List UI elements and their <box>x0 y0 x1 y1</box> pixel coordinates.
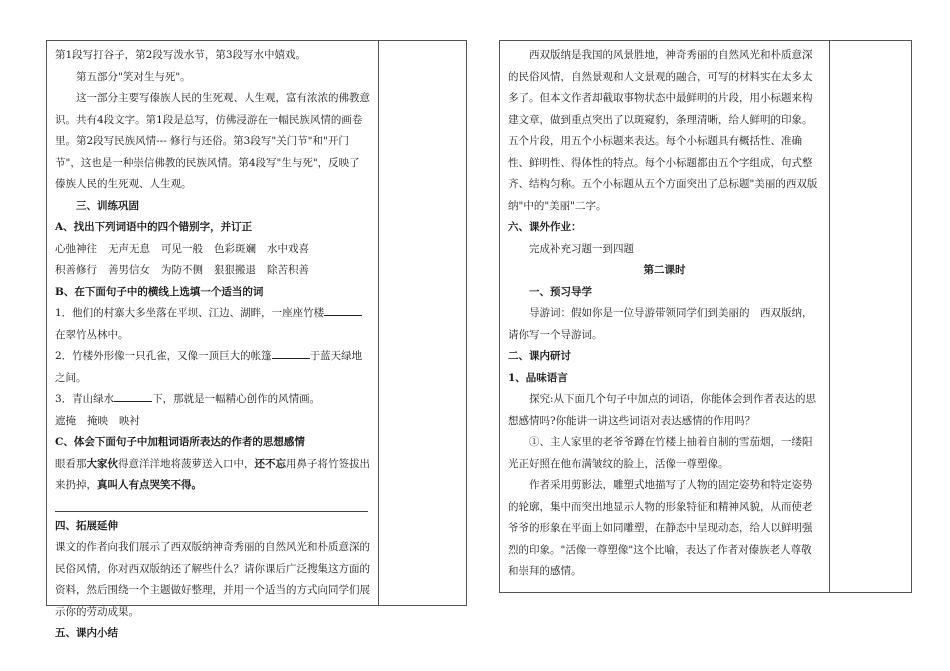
section-heading: 三、训练巩固 <box>76 199 139 212</box>
notes-column <box>830 41 911 592</box>
section-heading: 一、预习导学 <box>529 285 592 298</box>
exercise-heading: C、体会下面句子中加粗词语所表达的作者的思想感情 <box>55 436 305 448</box>
word-list <box>55 239 370 261</box>
word: 积善修行 <box>55 264 97 276</box>
option: 遮掩 <box>55 414 76 427</box>
section-heading: 六、课外作业： <box>508 221 582 233</box>
word: 色彩斑斓 <box>214 242 256 255</box>
left-main-cell <box>47 41 379 639</box>
sentence: 眼看那大家伙得意洋洋地将菠萝送入口中，还不忘用鼻子将竹签拔出来扔掉，真叫人有点哭笑不得。 <box>55 457 370 491</box>
word: 除苦积善 <box>267 264 309 276</box>
word: 善男信女 <box>108 264 150 276</box>
section-heading: 四、拓展延伸 <box>55 519 118 532</box>
paragraph: 导游词：假如你是一位导游带领同学们到美丽的 西双版纳，请你写一个导游词。 <box>508 307 813 341</box>
section-heading: 二、课内研讨 <box>508 350 571 362</box>
word: 可见一般 <box>161 242 203 255</box>
paragraph: 这一部分主要写傣族人民的生死观、人生观，富有浓浓的佛教意识。共有4段文字。第1段是总写，仿佛浸游在一幅民族风情的画卷里。第2段写民族风情--- 修行与还俗。第3段写"关门节"和"开门节"，这也是一种崇信佛教的民族风情。第4段写"生与死"，反映了傣族人民的生死观、人生观。 <box>55 92 370 190</box>
paragraph: 西双版纳是我国的风景胜地，神奇秀丽的自然风光和朴质意深的民俗风情，自然景观和人文景观的融合，可写的材料实在太多太多了。但本文作者却截取事物状态中最鲜明的片段，用小标题来构建文章，做到重点突出了以斑窥豹，条理清晰，给人鲜明的印象。五个片段，用五个小标题来表达。每个小标题具有概括性、准确性、鲜明性、得体性的特点。每个小标题都由五个字组成，句式整齐、结构匀称。五个小标题从五个方面突出了总标题"美丽的西双版纳"中的"美丽"二字。 <box>508 49 818 212</box>
homework: 完成补充习题一到四题 <box>529 242 634 255</box>
right-page-table <box>499 40 912 593</box>
option-list <box>55 411 370 433</box>
example-sentence: ①、主人家里的老爷爷蹲在竹楼上抽着自制的雪茄烟，一缕阳光正好照在他布满皱纹的脸上，活像一尊塑像。 <box>508 436 813 470</box>
paragraph: 第五部分"笑对生与死"。 <box>76 70 191 83</box>
bold-word: 还不忘 <box>254 457 286 470</box>
word: 为防不侧 <box>161 264 203 276</box>
word: 无声无息 <box>108 242 150 255</box>
blank-line <box>272 348 310 359</box>
exercise-heading: A、找出下列词语中的四个错别字，并订正 <box>55 221 253 233</box>
paragraph: 课文的作者向我们展示了西双版纳神奇秀丽的自然风光和朴质意深的民俗风情，你对西双版纳还了解些什么？请你课后广泛搜集这方面的资料，然后围绕一个主题做好整理，并用一个适当的方式向同学们展示你的劳动成果。 <box>55 541 370 618</box>
bold-word: 真叫人有点哭笑不得。 <box>97 479 202 491</box>
section-heading: 1、品味语言 <box>508 371 568 384</box>
fill-blank-item: 3．青山绿水 下，那就是一幅精心创作的风情画。 <box>55 393 321 405</box>
paragraph: 第1段写打谷子，第2段写泼水节，第3段写水中嬉戏。 <box>55 49 307 61</box>
option: 映衬 <box>119 414 140 427</box>
fill-blank-item: 2．竹楼外形像一只孔雀，又像一顶巨大的帐篷 于蓝天绿地之间。 <box>55 350 363 384</box>
blank-line <box>324 305 362 316</box>
answer-line <box>55 497 368 512</box>
word: 狠狠搬退 <box>214 264 256 276</box>
exercise-heading: B、在下面句子中的横线上选填一个适当的词 <box>55 285 264 298</box>
notes-column <box>379 41 466 605</box>
blank-line <box>114 391 152 402</box>
section-heading: 五、课内小结 <box>55 627 118 639</box>
paragraph: 作者采用剪影法，雕塑式地描写了人物的固定姿势和特定姿势的轮廓，集中而突出地显示人物的形象特征和精神风貌，从而使老爷爷的形象在平面上如同雕塑，在静态中呈现动态，给人以鲜明强烈的印象。"活像一尊塑像"这个比喻，表达了作者对傣族老人尊敬和崇拜的感情。 <box>508 479 813 577</box>
word: 心弛神往 <box>55 242 97 255</box>
word: 水中戏喜 <box>267 242 309 255</box>
paragraph: 探究:从下面几个句子中加点的词语，你能体会到作者表达的思想感情吗?你能讲一讲这些词语对表达感情的作用吗？ <box>508 393 817 427</box>
left-page-table <box>46 40 467 639</box>
option: 掩映 <box>87 414 108 427</box>
lesson-title: 第二课时 <box>643 264 686 276</box>
right-main-cell <box>500 41 830 592</box>
word-list <box>55 260 370 282</box>
bold-word: 大家伙 <box>86 457 118 470</box>
fill-blank-item: 1．他们的村寨大多坐落在平坝、江边、湖畔，一座座竹楼在翠竹丛林中。 <box>55 303 370 346</box>
